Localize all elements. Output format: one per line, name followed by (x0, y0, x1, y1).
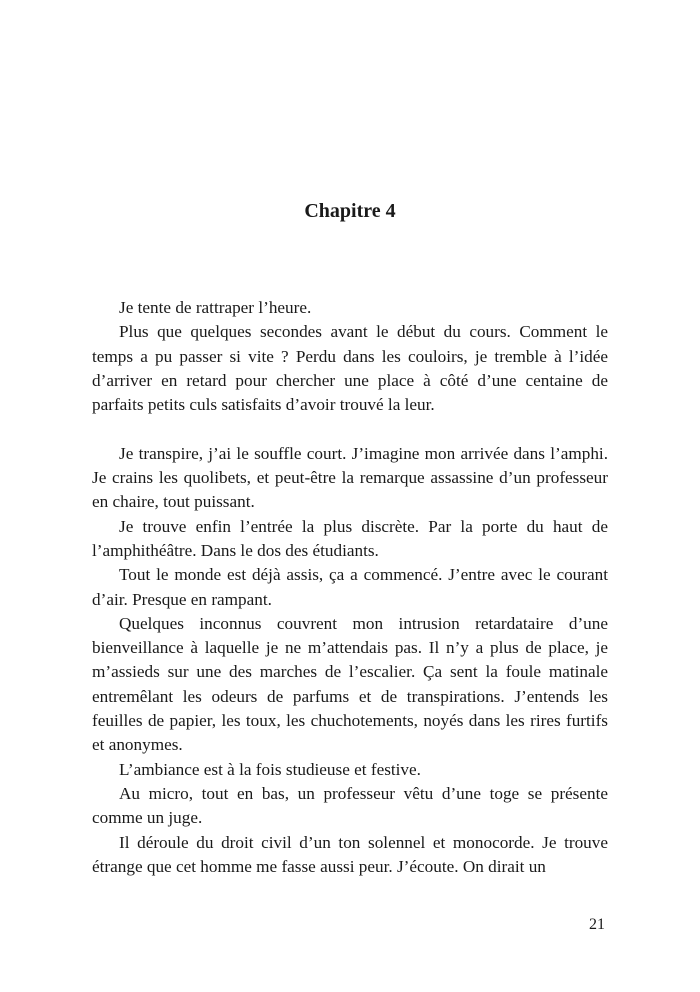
paragraph: Tout le monde est déjà assis, ça a commencé. J’entre avec le courant d’air. Presque en rampant. (92, 565, 608, 609)
paragraph: Je trouve enfin l’entrée la plus discrète. Par la porte du haut de l’amphithéâtre. Dans le dos des étudiants. (92, 516, 608, 560)
page-number: 21 (589, 916, 605, 933)
paragraph: Je transpire, j’ai le souffle court. J’imagine mon arrivée dans l’amphi. Je crains les quolibets, et peut-être la remarque assassine d’un professeur en chaire, tout puissant. (92, 443, 608, 512)
paragraph: Il déroule du droit civil d’un ton solennel et monocorde. Je trouve étrange que cet homme me fasse aussi peur. J’écoute. On dirait un (92, 832, 608, 876)
paragraph: Quelques inconnus couvrent mon intrusion retardataire d’une bienveillance à laquelle je ne m’attendais pas. Il n’y a plus de place, je m’assieds sur une des marches de l’escalier. Ça sent la foule matinale entremêlant les odeurs de parfums et de transpirations. J’entends les feuilles de papier, les toux, les chuchotements, noyés dans les rires furtifs et anonymes. (92, 613, 608, 755)
paragraph: Au micro, tout en bas, un professeur vêtu d’une toge se présente comme un juge. (92, 783, 608, 828)
paragraph: L’ambiance est à la fois studieuse et festive. (119, 759, 421, 779)
body-text (92, 296, 608, 879)
paragraph: Je tente de rattraper l’heure. (119, 298, 312, 317)
chapter-title: Chapitre 4 (304, 200, 396, 222)
paragraph: Plus que quelques secondes avant le début du cours. Comment le temps a pu passer si vite ? Perdu dans les couloirs, je tremble à l’idée d’arriver en retard pour chercher une place à côté d’une centaine de parfaits petits culs satisfaits d’avoir trouvé la leur. (92, 322, 608, 415)
